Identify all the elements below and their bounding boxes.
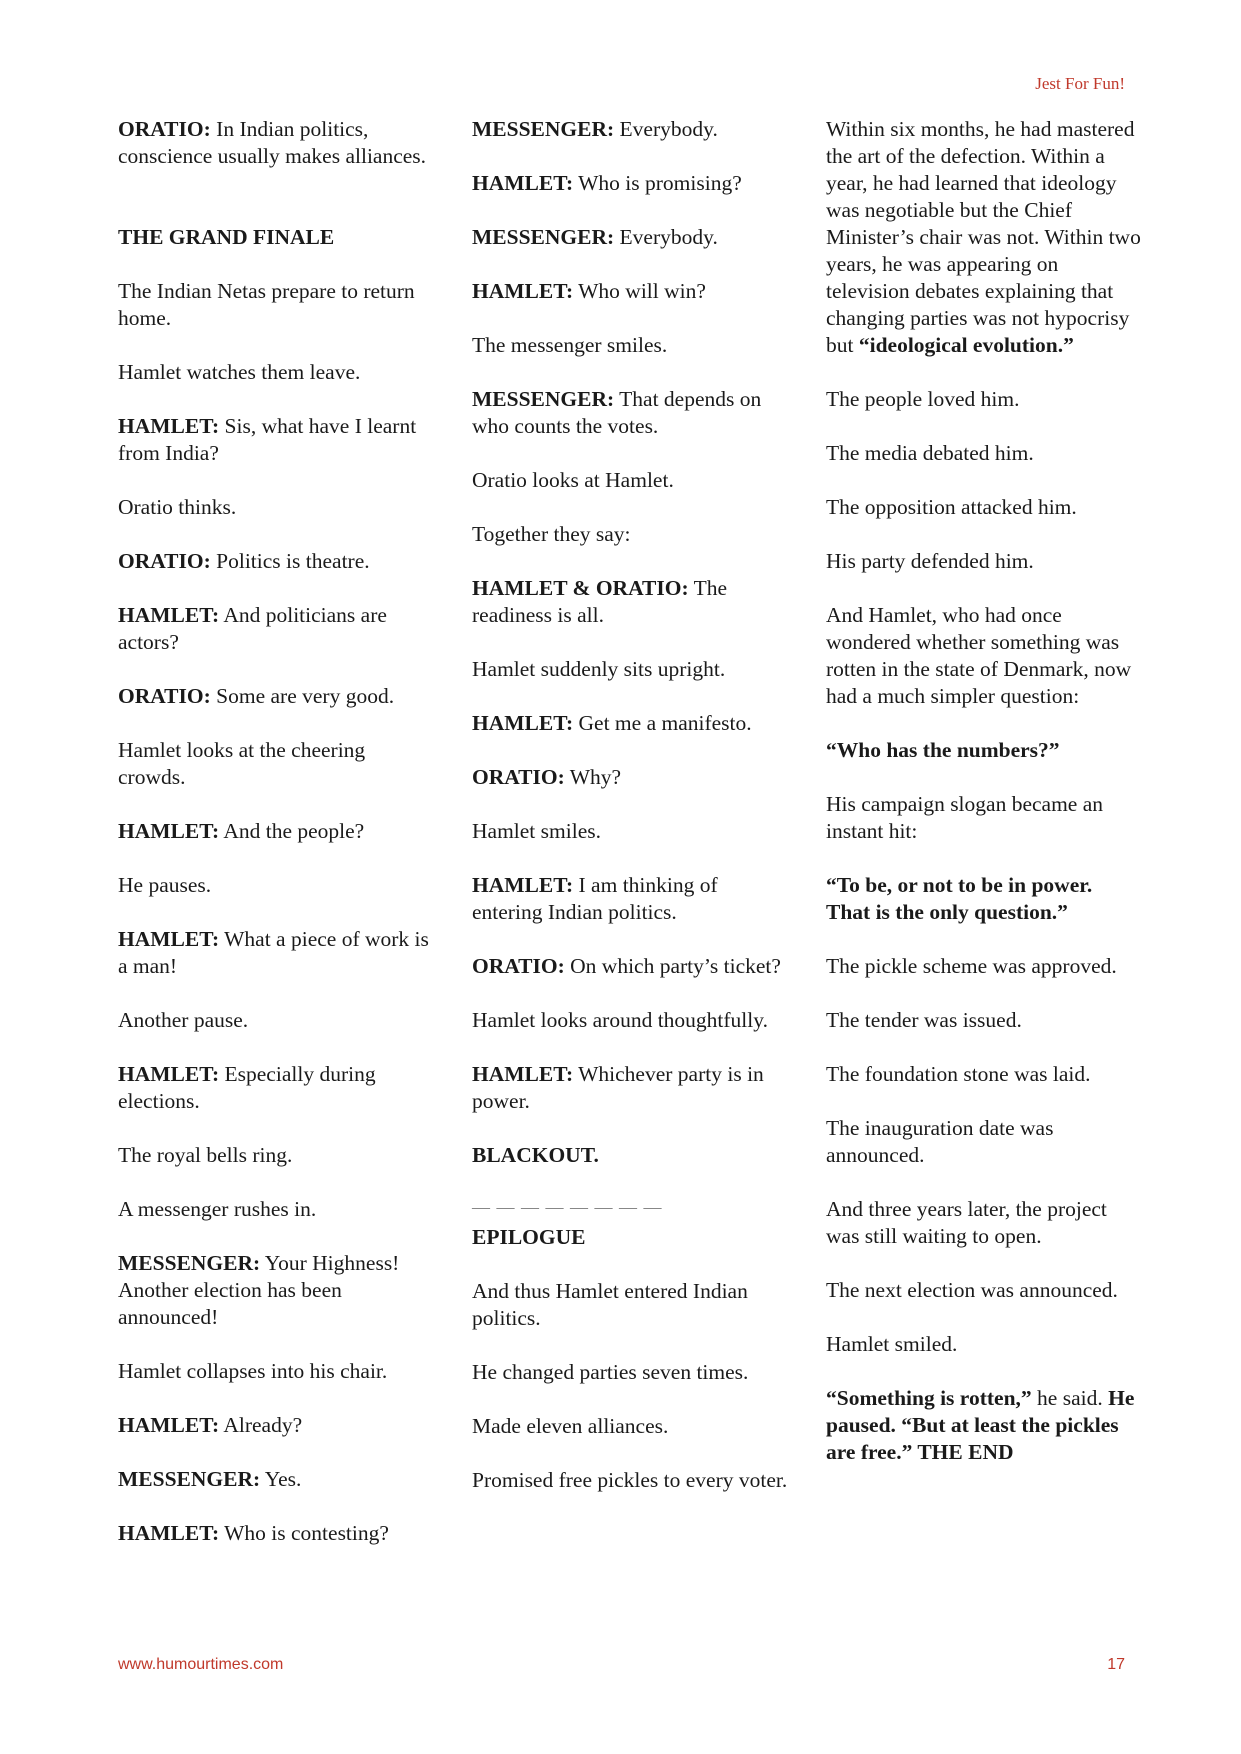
dialogue-text: And politicians are actors? (118, 603, 387, 654)
paragraph: And three years later, the project was still waiting to open. (826, 1197, 1107, 1248)
paragraph (472, 170, 790, 197)
dialogue-text: Especially during elections. (118, 1062, 376, 1113)
section-tag: Jest For Fun! (1035, 74, 1125, 93)
paragraph: His campaign slogan became an instant hit: (826, 792, 1104, 843)
dialogue-text: Already? (219, 1413, 303, 1437)
dialogue-text: I am thinking of entering Indian politics. (472, 873, 718, 924)
dialogue-text: Who is promising? (573, 171, 742, 195)
paragraph: Hamlet collapses into his chair. (118, 1359, 388, 1383)
speaker-name: MESSENGER: (472, 117, 615, 141)
column-3 (826, 116, 1141, 1466)
paragraph (118, 818, 433, 845)
dialogue-text: Everybody. (614, 117, 718, 141)
paragraph: The pickle scheme was approved. (826, 954, 1117, 978)
section-divider: — — — — — — — — (472, 1197, 663, 1217)
speaker-name: ORATIO: (118, 549, 211, 573)
paragraph (472, 386, 790, 440)
paragraph: The royal bells ring. (118, 1143, 293, 1167)
paragraph (472, 872, 790, 926)
speaker-name: MESSENGER: (118, 1467, 261, 1491)
emphasis-text: “ideological evolution.” (858, 333, 1074, 357)
website-link[interactable]: www.humourtimes.com (118, 1656, 284, 1673)
closing-paragraph (826, 1385, 1141, 1466)
speaker-name: ORATIO: (472, 765, 565, 789)
paragraph: Hamlet looks at the cheering crowds. (118, 738, 366, 789)
paragraph (118, 1520, 433, 1547)
section-heading: THE GRAND FINALE (118, 225, 335, 249)
paragraph (472, 575, 790, 629)
speaker-name: HAMLET: (118, 927, 220, 951)
dialogue-text: Your Highness! Another election has been announced! (118, 1251, 400, 1329)
paragraph: The people loved him. (826, 387, 1020, 411)
dialogue-text: Who is contesting? (219, 1521, 389, 1545)
dialogue-text: Some are very good. (210, 684, 395, 708)
paragraph: His party defended him. (826, 549, 1034, 573)
paragraph (472, 710, 790, 737)
paragraph: The next election was announced. (826, 1278, 1118, 1302)
dialogue-text: And the people? (219, 819, 365, 843)
paragraph (472, 116, 790, 143)
section-heading: EPILOGUE (472, 1225, 586, 1249)
dialogue-text: Whichever party is in power. (472, 1062, 764, 1113)
paragraph: The messenger smiles. (472, 333, 668, 357)
blackout-line: BLACKOUT. (472, 1143, 599, 1167)
paragraph (118, 1061, 433, 1115)
speaker-name: MESSENGER: (472, 225, 615, 249)
dialogue-text: That depends on who counts the votes. (472, 387, 762, 438)
speaker-name: HAMLET: (472, 873, 574, 897)
paragraph: Made eleven alliances. (472, 1414, 669, 1438)
paragraph: The inauguration date was announced. (826, 1116, 1054, 1167)
dialogue-text: In Indian politics, conscience usually makes alliances. (118, 117, 427, 168)
paragraph (472, 953, 790, 980)
paragraph (472, 1061, 790, 1115)
paragraph: And Hamlet, who had once wondered whether something was rotten in the state of Denmark, now had a much simpler question: (826, 603, 1132, 708)
page-number: 17 (1107, 1656, 1125, 1673)
paragraph: He pauses. (118, 873, 212, 897)
paragraph: Together they say: (472, 522, 631, 546)
speaker-name: HAMLET: (118, 414, 220, 438)
emphasis-text: “Something is rotten,” (826, 1386, 1032, 1410)
paragraph: The opposition attacked him. (826, 495, 1077, 519)
paragraph: The media debated him. (826, 441, 1034, 465)
dialogue-text: Get me a manifesto. (573, 711, 752, 735)
speaker-name: MESSENGER: (472, 387, 615, 411)
speaker-name: HAMLET & ORATIO: (472, 576, 689, 600)
paragraph: Hamlet suddenly sits upright. (472, 657, 726, 681)
paragraph (118, 116, 433, 170)
emphasis-text: He paused. “But at least the pickles are free.” THE END (826, 1386, 1135, 1464)
dialogue-text: Everybody. (614, 225, 718, 249)
paragraph (826, 116, 1141, 359)
paragraph: The Indian Netas prepare to return home. (118, 279, 415, 330)
speaker-name: MESSENGER: (118, 1251, 261, 1275)
paragraph: Oratio thinks. (118, 495, 237, 519)
paragraph: Hamlet smiled. (826, 1332, 958, 1356)
dialogue-text: On which party’s ticket? (564, 954, 781, 978)
paragraph: A messenger rushes in. (118, 1197, 317, 1221)
speaker-name: HAMLET: (472, 1062, 574, 1086)
bold-quote: “Who has the numbers?” (826, 738, 1060, 762)
paragraph (118, 926, 433, 980)
dialogue-text: Why? (564, 765, 622, 789)
paragraph (118, 1412, 433, 1439)
paragraph: Oratio looks at Hamlet. (472, 468, 674, 492)
speaker-name: HAMLET: (118, 603, 220, 627)
column-2 (472, 116, 790, 1521)
speaker-name: HAMLET: (472, 711, 574, 735)
speaker-name: HAMLET: (118, 1413, 220, 1437)
paragraph (118, 683, 433, 710)
dialogue-text: Yes. (260, 1467, 302, 1491)
paragraph (118, 602, 433, 656)
paragraph (118, 1250, 433, 1331)
speaker-name: ORATIO: (118, 684, 211, 708)
paragraph (118, 548, 433, 575)
paragraph (118, 413, 433, 467)
speaker-name: HAMLET: (472, 279, 574, 303)
dialogue-text: The readiness is all. (472, 576, 728, 627)
speaker-name: HAMLET: (118, 1521, 220, 1545)
paragraph: Hamlet looks around thoughtfully. (472, 1008, 768, 1032)
paragraph: He changed parties seven times. (472, 1360, 749, 1384)
speaker-name: ORATIO: (472, 954, 565, 978)
paragraph (472, 278, 790, 305)
paragraph (472, 764, 790, 791)
paragraph (472, 224, 790, 251)
dialogue-text: Who will win? (573, 279, 706, 303)
speaker-name: HAMLET: (118, 819, 220, 843)
paragraph: The foundation stone was laid. (826, 1062, 1091, 1086)
dialogue-text: Politics is theatre. (210, 549, 370, 573)
speaker-name: ORATIO: (118, 117, 211, 141)
speaker-name: HAMLET: (118, 1062, 220, 1086)
dialogue-text: Sis, what have I learnt from India? (118, 414, 417, 465)
body-text: Within six months, he had mastered the art of the defection. Within a year, he had learned that ideology was negotiable but the Chief Minister’s chair was not. Within two years, he was appearing on television debates explaining that changing parties was not hypocrisy but (826, 117, 1141, 357)
body-text: he said. (1031, 1386, 1109, 1410)
speaker-name: HAMLET: (472, 171, 574, 195)
column-1 (118, 116, 433, 1574)
dialogue-text: What a piece of work is a man! (118, 927, 429, 978)
paragraph: Hamlet smiles. (472, 819, 601, 843)
paragraph: Another pause. (118, 1008, 249, 1032)
paragraph: And thus Hamlet entered Indian politics. (472, 1279, 748, 1330)
paragraph (118, 1466, 433, 1493)
slogan-quote: “To be, or not to be in power. That is the only question.” (826, 873, 1093, 924)
paragraph: Hamlet watches them leave. (118, 360, 361, 384)
paragraph: Promised free pickles to every voter. (472, 1468, 788, 1492)
paragraph: The tender was issued. (826, 1008, 1022, 1032)
